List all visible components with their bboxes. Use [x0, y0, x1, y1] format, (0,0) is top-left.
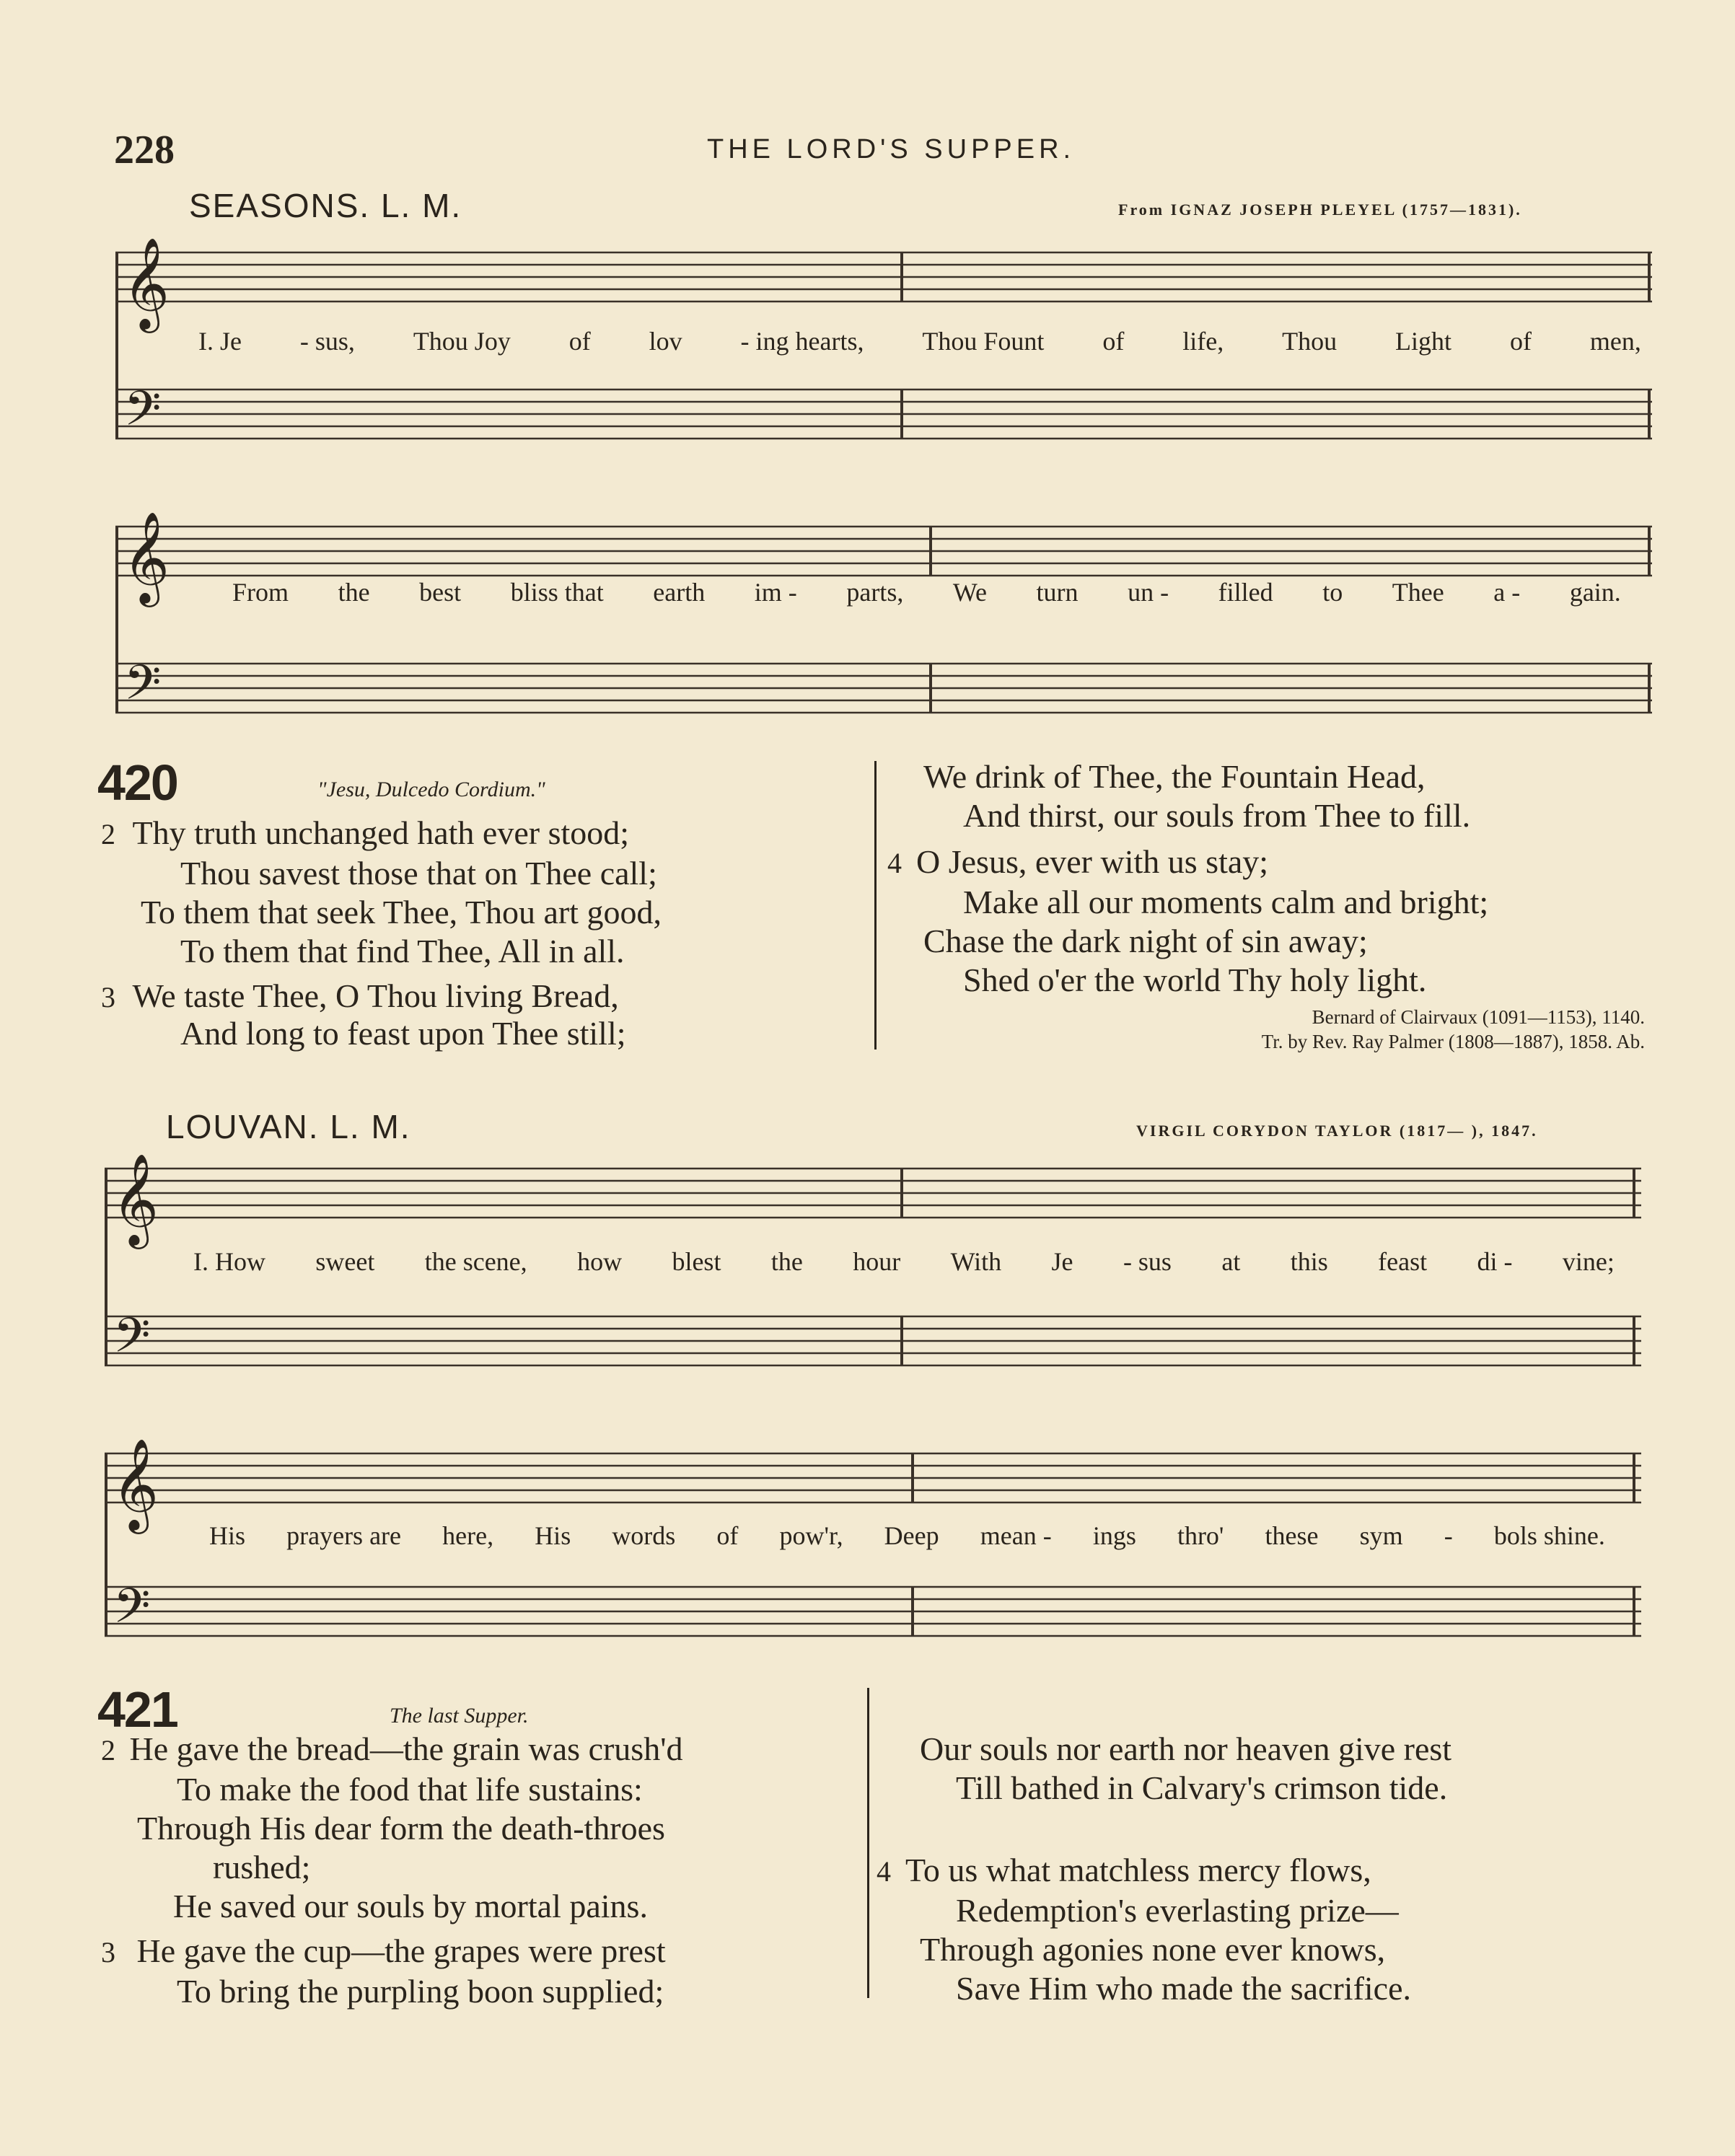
hymn-420-attribution: Bernard of Clairvaux (1091—1153), 1140. Tr. by Rev. Ray Palmer (1808—1887), 1858. Ab.	[1261, 1006, 1645, 1052]
svg-text:𝄞: 𝄞	[123, 511, 170, 603]
tune-composer-seasons: From IGNAZ JOSEPH PLEYEL (1757—1831).	[1118, 201, 1522, 219]
lyrics-seasons-line2: From the best bliss that earth im - parts, We turn un - filled to Thee a - gain.	[232, 578, 1621, 607]
hymn-421-title: The last Supper.	[390, 1704, 529, 1728]
svg-text:𝄢: 𝄢	[113, 1308, 151, 1375]
page-number: 228	[114, 128, 175, 172]
music-score-louvan	[97, 1154, 1648, 1652]
svg-text:𝄞: 𝄞	[123, 238, 170, 329]
music-score-seasons	[108, 238, 1659, 743]
column-divider-2	[867, 1688, 869, 1998]
lyrics-louvan-line2: His prayers are here, His words of pow'r, Deep mean - ings thro' these sym - bols shine.	[209, 1521, 1605, 1550]
hymn-421-right-column: Our souls nor earth nor heaven give rest Till bathed in Calvary's crimson tide. 4 To us what matchless mercy flows, Redemption's everlasting prize— Through agonies none ever knows, Save Him who made the sacrifice.	[877, 1730, 1452, 2007]
column-divider	[874, 761, 877, 1050]
tune-name-seasons: SEASONS. L. M.	[189, 187, 462, 224]
hymn-420-left-column: 2 Thy truth unchanged hath ever stood; Thou savest those that on Thee call; To them that seek Thee, Thou art good, To them that find Thee, All in all. 3 We taste Thee, O Thou living Bread, And long to feast upon Thee still;	[101, 814, 662, 1052]
hymn-number-420: 420	[97, 754, 177, 811]
tune-name-louvan: LOUVAN. L. M.	[166, 1108, 411, 1145]
lyrics-seasons-line1: I. Je - sus, Thou Joy of lov - ing hearts, Thou Fount of life, Thou Light of men,	[198, 327, 1641, 356]
section-title: THE LORD'S SUPPER.	[707, 134, 1076, 164]
svg-text:𝄞: 𝄞	[112, 1154, 159, 1245]
svg-text:𝄞: 𝄞	[112, 1438, 159, 1530]
svg-text:𝄢: 𝄢	[124, 655, 162, 722]
hymn-420-right-column: We drink of Thee, the Fountain Head, And thirst, our souls from Thee to fill. 4 O Jesus, ever with us stay; Make all our moments calm and bright; Chase the dark night of sin away; Shed o'er the world Thy holy light.	[887, 758, 1489, 998]
hymn-number-421: 421	[97, 1681, 177, 1738]
hymn-421-left-column: 2 He gave the bread—the grain was crush'd To make the food that life sustains: Through His dear form the death-throes rushed; He saved our souls by mortal pains. 3 He gave the cup—the grapes were prest To bring the purpling boon supplied;	[101, 1730, 683, 2010]
svg-text:𝄢: 𝄢	[124, 381, 162, 448]
svg-text:𝄢: 𝄢	[113, 1578, 151, 1645]
hymn-420-title: "Jesu, Dulcedo Cordium."	[317, 778, 545, 801]
lyrics-louvan-line1: I. How sweet the scene, how blest the hour With Je - sus at this feast di - vine;	[193, 1247, 1615, 1276]
tune-composer-louvan: VIRGIL CORYDON TAYLOR (1817— ), 1847.	[1136, 1122, 1538, 1140]
